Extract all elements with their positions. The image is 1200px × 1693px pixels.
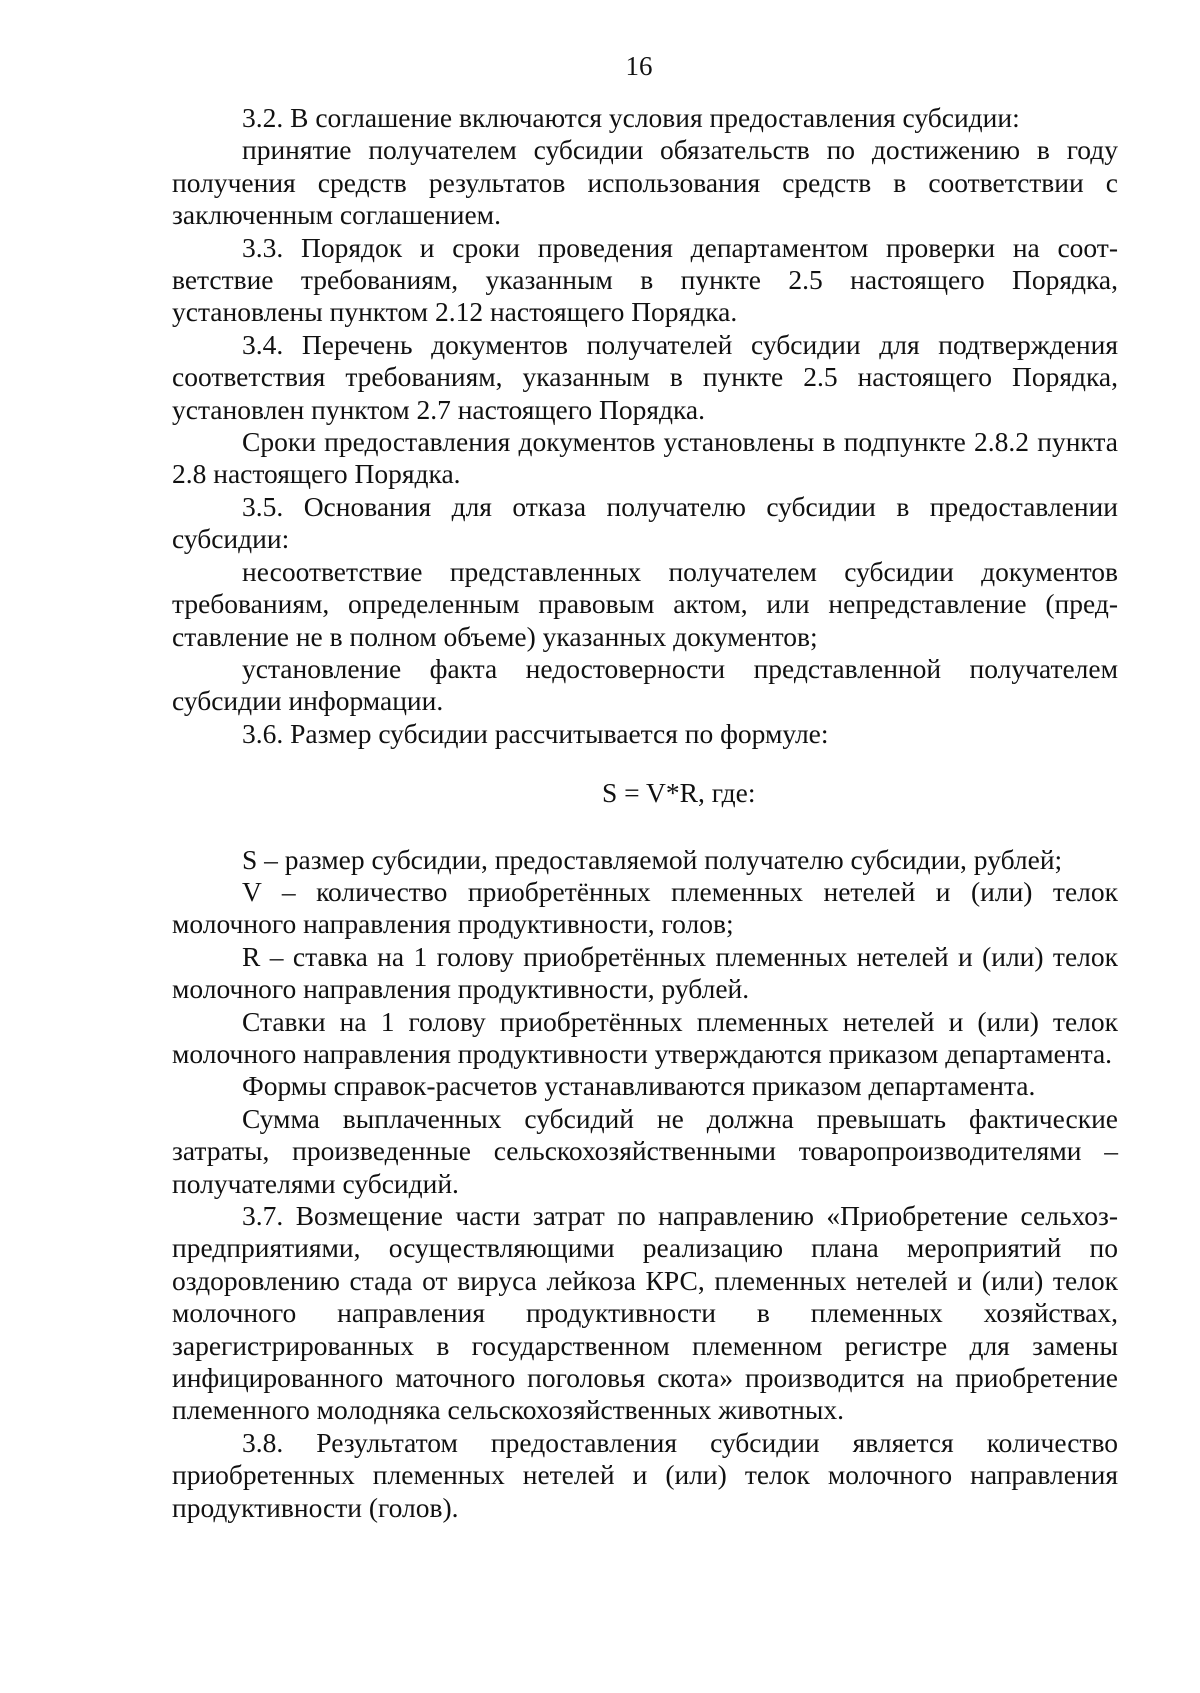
paragraph-3-2-condition: принятие получателем субсидии обязательств по достижению в году получения средств результатов использования средств в соответствии с заключенным соглашением. [172,134,1118,231]
definition-r: R – ставка на 1 голову приобретённых племенных нетелей и (или) телок молочного направления продуктивности, рублей. [172,940,1118,1005]
paragraph-3-2: 3.2. В соглашение включаются условия предоставления субсидии: [242,102,1020,133]
paragraph-3-5: 3.5. Основания для отказа получателю субсидии в предоставлении субсидии: [172,490,1118,555]
paragraph-3-5-reason-2: установление факта недостоверности представленной получателем субсидии информации. [172,652,1118,717]
paragraph-3-5-reason-1: несоответствие представленных получателем субсидии документов требованиям, определенным правовым актом, или непредставление (представление не в полном объеме) указанных документов; [172,555,1118,652]
paragraph-3-7: 3.7. Возмещение части затрат по направлению «Приобретение сельхозпредприятиями, осуществляющими реализацию плана мероприятий по оздоровлению стада от вируса лейкоза КРС, племенных нетелей и (или) телок молочного направления продуктивности в племенных хозяйствах, зарегистрированных в государственном племенном регистре для замены инфицированного маточного поголовья скота» производится на приобретение племенного молодняка сельскохозяйственных животных. [172,1200,1118,1426]
paragraph-3-6: 3.6. Размер субсидии рассчитывается по формуле: [242,717,829,749]
paragraph-forms: Формы справок-расчетов устанавливаются приказом департамента. [242,1070,1036,1102]
paragraph-3-4-deadlines: Сроки предоставления документов установлены в подпункте 2.8.2 пункта 2.8 настоящего Порядка. [172,426,1118,490]
definition-s: S – размер субсидии, предоставляемой получателю субсидии, рублей; [242,843,1063,875]
paragraph-sum-limit: Сумма выплаченных субсидий не должна превышать фактические затраты, произведенные сельскохозяйственными товаропроизводителями – получателями субсидий. [172,1102,1118,1199]
paragraph-3-3: 3.3. Порядок и сроки проведения департаментом проверки на соответствие требованиям, указанным в пункте 2.5 настоящего Порядка, установлены пунктом 2.12 настоящего Порядка. [172,231,1118,328]
subsidy-formula: S = V*R, где: [602,777,756,809]
paragraph-3-8: 3.8. Результатом предоставления субсидии является количество приобретенных племенных нетелей и (или) телок молочного направления продуктивности (голов). [172,1426,1118,1523]
paragraph-3-4: 3.4. Перечень документов получателей субсидии для подтверждения соответствия требованиям, указанным в пункте 2.5 настоящего Порядка, установлен пунктом 2.7 настоящего Порядка. [172,328,1118,425]
paragraph-rates: Ставки на 1 голову приобретённых племенных нетелей и (или) телок молочного направления продуктивности утверждаются приказом департамента. [172,1005,1118,1069]
page-number: 16 [625,51,653,81]
document-body [172,102,1118,1524]
definition-v: V – количество приобретённых племенных нетелей и (или) телок молочного направления продуктивности, голов; [172,875,1118,940]
